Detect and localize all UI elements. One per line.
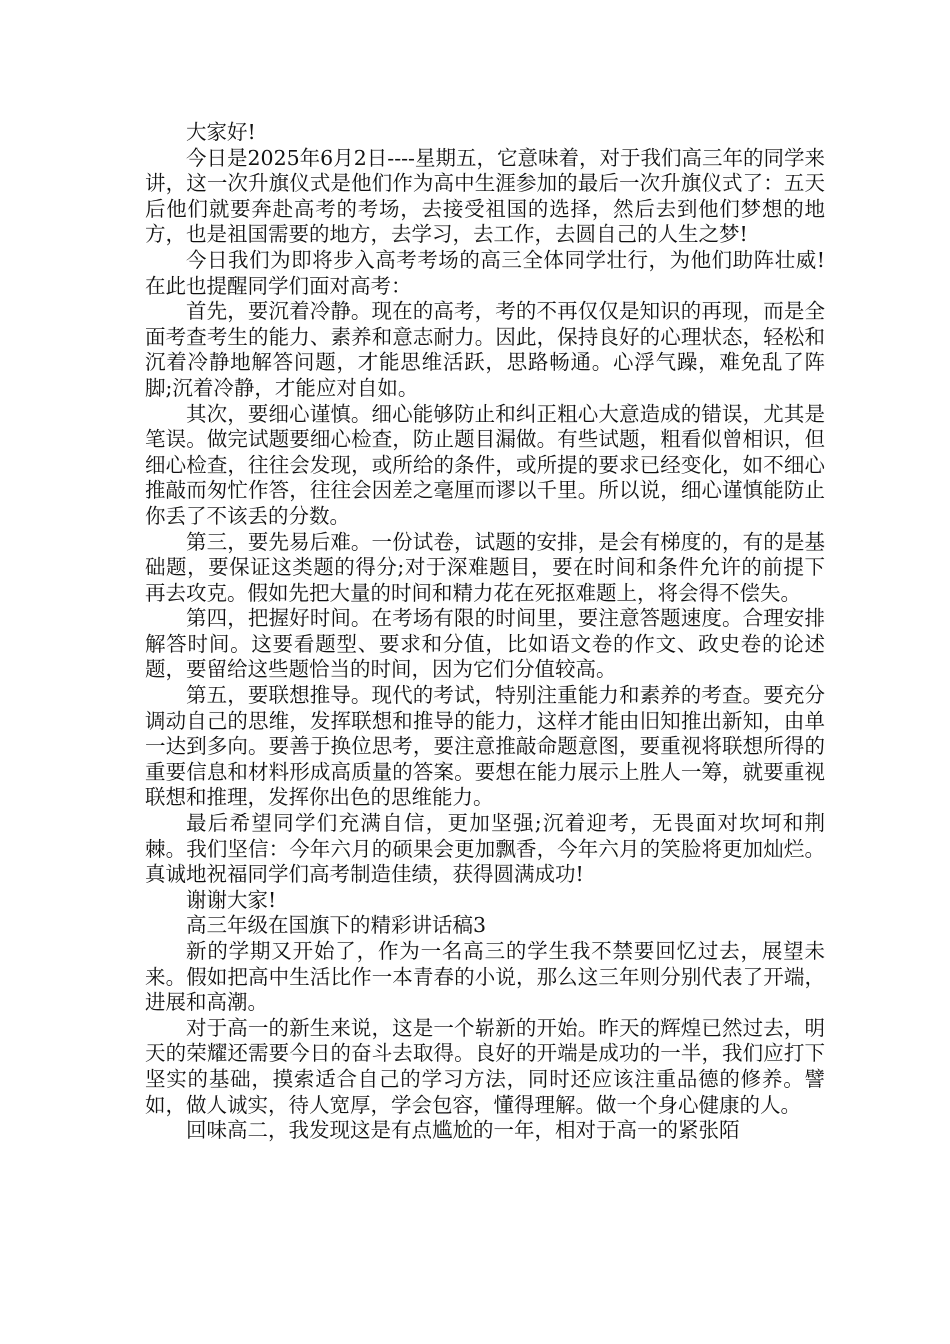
paragraph-grade-one: 对于高一的新生来说，这是一个崭新的开始。昨天的辉煌已然过去，明天的荣耀还需要今日的奋斗去取得。良好的开端是成功的一半，我们应打下坚实的基础，摸索适合自己的学习方法，同时还应该注重品德的修养。譬如，做人诚实，待人宽厚，学会包容，懂得理解。做一个身心健康的人。 [145,1015,825,1117]
section-heading: 高三年级在国旗下的精彩讲话稿3 [186,913,487,938]
paragraph-second-careful: 其次，要细心谨慎。细心能够防止和纠正粗心大意造成的错误，尤其是笔误。做完试题要细心检查，防止题目漏做。有些试题，粗看似曾相识，但细心检查，往往会发现，或所给的条件，或所提的要求已经变化，如不细心推敲而匆忙作答，往往会因差之毫厘而谬以千里。所以说，细心谨慎能防止你丢了不该丢的分数。 [145,401,825,528]
document-body [145,120,825,1144]
paragraph-grade-two: 回味高二，我发现这是有点尴尬的一年，相对于高一的紧张陌 [186,1118,740,1143]
paragraph-thanks: 谢谢大家! [186,887,277,912]
paragraph-closing-wishes: 最后希望同学们充满自信，更加坚强;沉着迎考，无畏面对坎坷和荆棘。我们坚信：今年六月的硕果会更加飘香，今年六月的笑脸将更加灿烂。真诚地祝福同学们高考制造佳绩，获得圆满成功! [145,811,825,887]
paragraph-send-off: 今日我们为即将步入高考考场的高三全体同学壮行，为他们助阵壮威!在此也提醒同学们面对高考： [145,247,825,298]
greeting: 大家好! [186,120,256,144]
paragraph-new-semester: 新的学期又开始了，作为一名高三的学生我不禁要回忆过去，展望未来。假如把高中生活比作一本青春的小说，那么这三年则分别代表了开端，进展和高潮。 [145,939,825,1015]
paragraph-date-intro: 今日是2025年6月2日----星期五，它意味着，对于我们高三年的同学来讲，这一次升旗仪式是他们作为高中生涯参加的最后一次升旗仪式了：五天后他们就要奔赴高考的考场，去接受祖国的选择，然后去到他们梦想的地方，也是祖国需要的地方，去学习，去工作，去圆自己的人生之梦! [145,145,825,247]
paragraph-first-calm: 首先，要沉着冷静。现在的高考，考的不再仅仅是知识的再现，而是全面考查考生的能力、素养和意志耐力。因此，保持良好的心理状态，轻松和沉着冷静地解答问题，才能思维活跃，思路畅通。心浮气躁，难免乱了阵脚;沉着冷静，才能应对自如。 [145,299,825,400]
paragraph-fifth-reasoning: 第五，要联想推导。现代的考试，特别注重能力和素养的考查。要充分调动自己的思维，发挥联想和推导的能力，这样才能由旧知推出新知，由单一达到多向。要善于换位思考，要注意推敲命题意图，要重视将联想所得的重要信息和材料形成高质量的答案。要想在能力展示上胜人一筹，就要重视联想和推理，发挥你出色的思维能力。 [145,683,825,810]
paragraph-third-easy-first: 第三，要先易后难。一份试卷，试题的安排，是会有梯度的，有的是基础题，要保证这类题的得分;对于深难题目，要在时间和条件允许的前提下再去攻克。假如先把大量的时间和精力花在死抠难题上，将会得不偿失。 [145,529,825,605]
paragraph-fourth-time: 第四，把握好时间。在考场有限的时间里，要注意答题速度。合理安排解答时间。这要看题型、要求和分值，比如语文卷的作文、政史卷的论述题，要留给这些题恰当的时间，因为它们分值较高。 [145,606,825,682]
